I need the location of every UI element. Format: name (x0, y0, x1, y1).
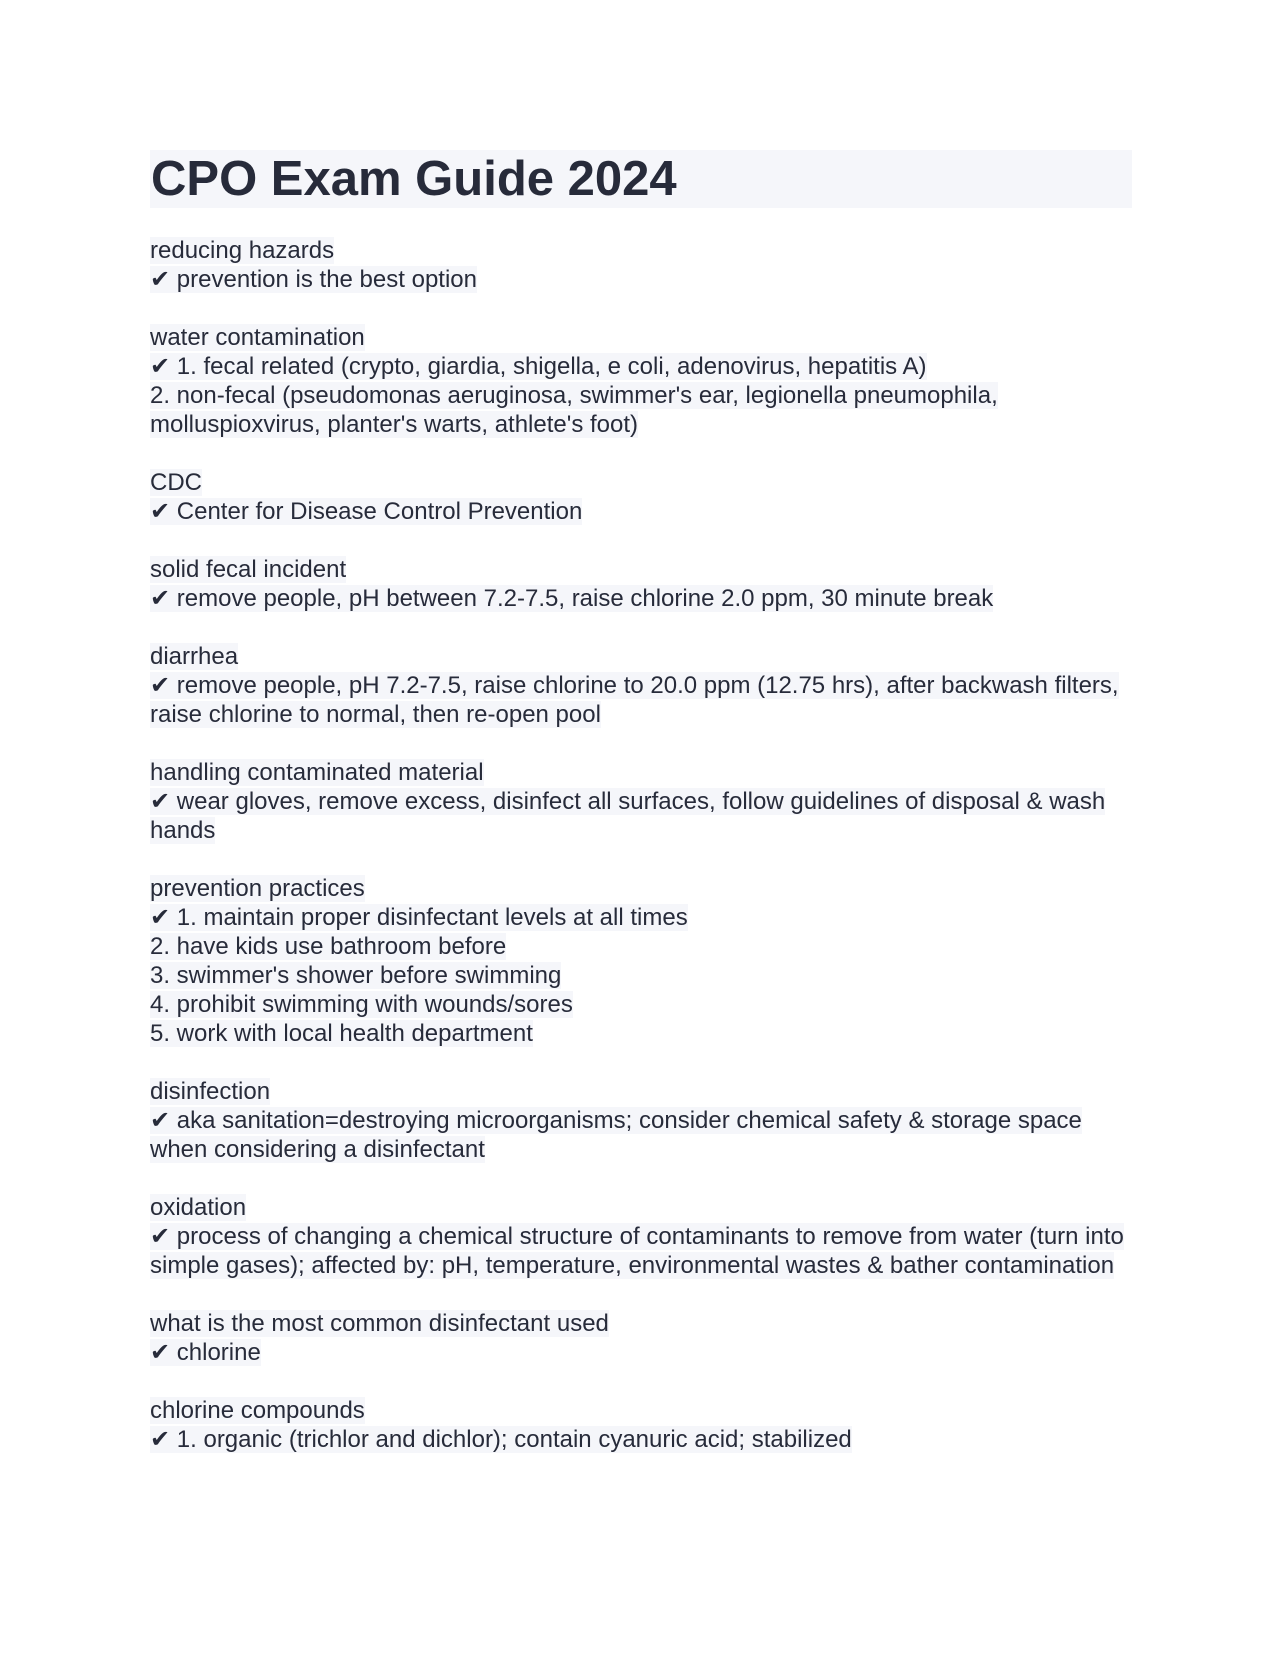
answer-text: 2. non-fecal (pseudomonas aeruginosa, swimmer's ear, legionella pneumophila, molluspioxvirus, planter's warts, athlete's foot) (150, 382, 998, 438)
check-icon: ✔ (150, 353, 171, 380)
check-icon: ✔ (150, 1107, 171, 1134)
question-text: solid fecal incident (150, 556, 347, 583)
qa-item (150, 758, 1132, 845)
check-icon: ✔ (150, 1223, 171, 1250)
qa-item (150, 1309, 1132, 1367)
answer-text: ✔ 1. fecal related (crypto, giardia, shigella, e coli, adenovirus, hepatitis A) (150, 353, 927, 380)
question-text: CDC (150, 469, 202, 496)
answer-text: ✔ Center for Disease Control Prevention (150, 498, 583, 525)
qa-item (150, 468, 1132, 526)
answer-text: 5. work with local health department (150, 1020, 533, 1047)
qa-item (150, 1193, 1132, 1280)
check-icon: ✔ (150, 266, 171, 293)
check-icon: ✔ (150, 1339, 171, 1366)
question-text: oxidation (150, 1194, 247, 1221)
answer-text: ✔ 1. maintain proper disinfectant levels at all times (150, 904, 688, 931)
qa-item (150, 323, 1132, 439)
answer-text: 2. have kids use bathroom before (150, 933, 507, 960)
check-icon: ✔ (150, 672, 171, 699)
answer-text: ✔ 1. organic (trichlor and dichlor); contain cyanuric acid; stabilized (150, 1426, 852, 1453)
answer-text: ✔ process of changing a chemical structure of contaminants to remove from water (turn into simple gases); affected by: pH, temperature, environmental wastes & bather contamination (150, 1223, 1124, 1279)
question-text: handling contaminated material (150, 759, 484, 786)
question-text: water contamination (150, 324, 365, 351)
qa-item (150, 236, 1132, 294)
answer-text: ✔ prevention is the best option (150, 266, 477, 293)
qa-item (150, 1077, 1132, 1164)
question-text: reducing hazards (150, 237, 335, 264)
question-text: chlorine compounds (150, 1397, 365, 1424)
answer-text: ✔ chlorine (150, 1339, 261, 1366)
check-icon: ✔ (150, 585, 171, 612)
answer-text: ✔ aka sanitation=destroying microorganisms; consider chemical safety & storage space when considering a disinfectant (150, 1107, 1082, 1163)
check-icon: ✔ (150, 498, 171, 525)
check-icon: ✔ (150, 1426, 171, 1453)
page-title: CPO Exam Guide 2024 (150, 150, 1132, 208)
question-text: diarrhea (150, 643, 239, 670)
question-text: prevention practices (150, 875, 365, 902)
qa-item (150, 555, 1132, 613)
check-icon: ✔ (150, 904, 171, 931)
qa-item (150, 642, 1132, 729)
question-text: what is the most common disinfectant used (150, 1310, 609, 1337)
check-icon: ✔ (150, 788, 171, 815)
answer-text: ✔ remove people, pH between 7.2-7.5, raise chlorine 2.0 ppm, 30 minute break (150, 585, 994, 612)
answer-text: 3. swimmer's shower before swimming (150, 962, 562, 989)
answer-text: ✔ remove people, pH 7.2-7.5, raise chlorine to 20.0 ppm (12.75 hrs), after backwash filters, raise chlorine to normal, then re-open pool (150, 672, 1119, 728)
qa-item (150, 1396, 1132, 1454)
question-text: disinfection (150, 1078, 271, 1105)
answer-text: ✔ wear gloves, remove excess, disinfect all surfaces, follow guidelines of disposal & wash hands (150, 788, 1106, 844)
answer-text: 4. prohibit swimming with wounds/sores (150, 991, 573, 1018)
qa-list (150, 236, 1132, 1454)
qa-item (150, 874, 1132, 1048)
document-page (150, 150, 1132, 1483)
